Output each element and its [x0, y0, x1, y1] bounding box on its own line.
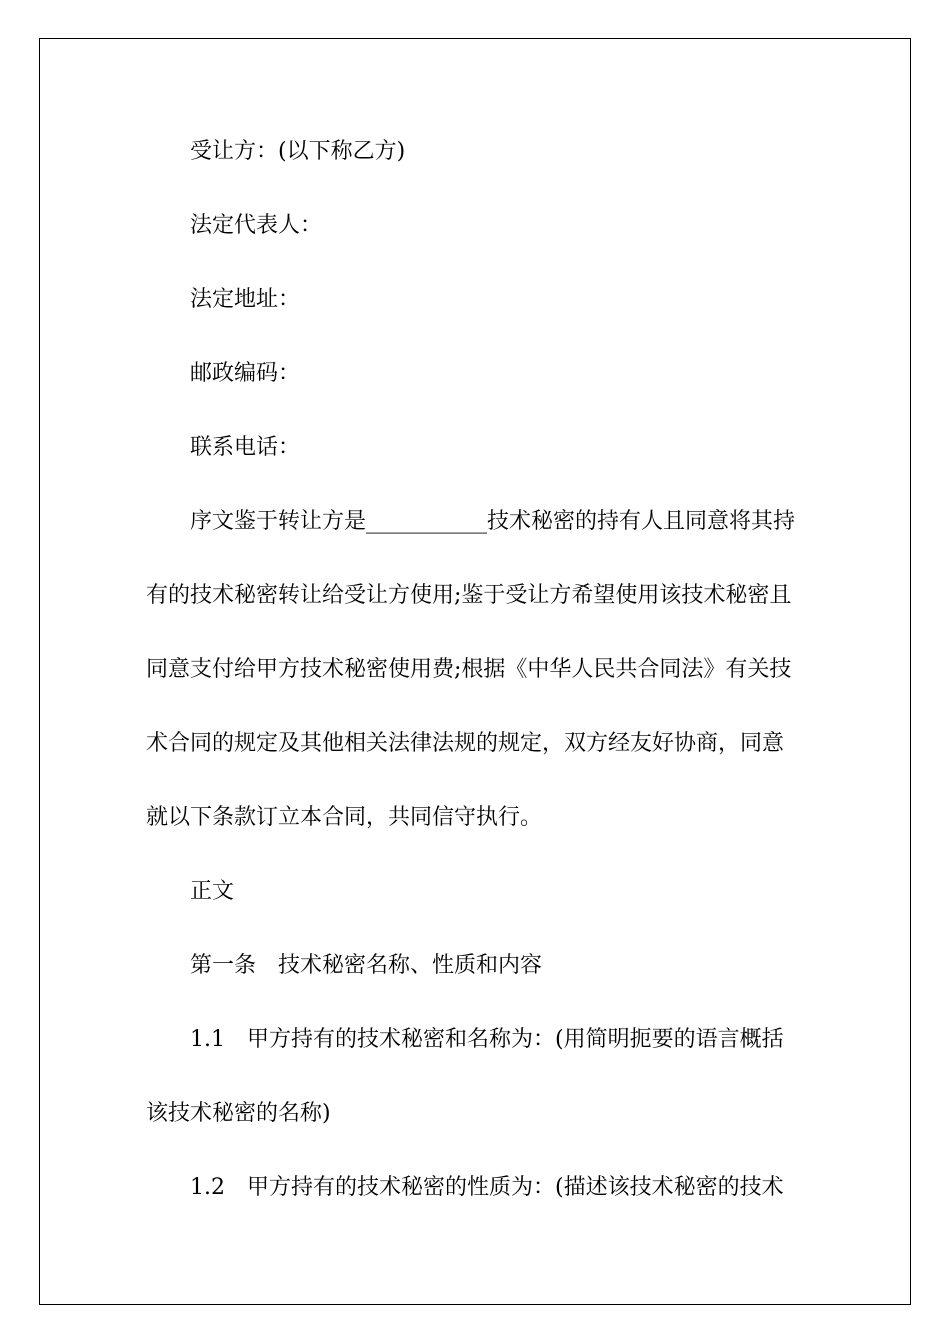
- phone-line: 联系电话：: [190, 435, 301, 460]
- article-one-heading: 第一条 技术秘密名称、性质和内容: [190, 953, 543, 978]
- preamble-line-5: 就以下条款订立本合同，共同信守执行。: [146, 805, 543, 830]
- postal-code-line: 邮政编码：: [190, 361, 301, 386]
- preamble-line-3: 同意支付给甲方技术秘密使用费;根据《中华人民共合同法》有关技: [146, 657, 792, 682]
- body-heading: 正文: [190, 879, 235, 904]
- clause-1-1-line-1: 1.1 甲方持有的技术秘密和名称为：(用简明扼要的语言概括: [190, 1027, 784, 1052]
- preamble-line-1: 序文鉴于转让方是___________技术秘密的持有人且同意将其持: [190, 509, 796, 534]
- legal-address-line: 法定地址：: [190, 287, 301, 312]
- legal-representative-line: 法定代表人：: [190, 213, 323, 238]
- preamble-line-4: 术合同的规定及其他相关法律法规的规定，双方经友好协商，同意: [146, 731, 785, 756]
- preamble-line-2: 有的技术秘密转让给受让方使用;鉴于受让方希望使用该技术秘密且: [146, 583, 792, 608]
- clause-1-1-line-2: 该技术秘密的名称): [146, 1101, 331, 1126]
- party-b-line: 受让方：(以下称乙方): [190, 139, 406, 164]
- clause-1-2-line-1: 1.2 甲方持有的技术秘密的性质为：(描述该技术秘密的技术: [190, 1175, 784, 1200]
